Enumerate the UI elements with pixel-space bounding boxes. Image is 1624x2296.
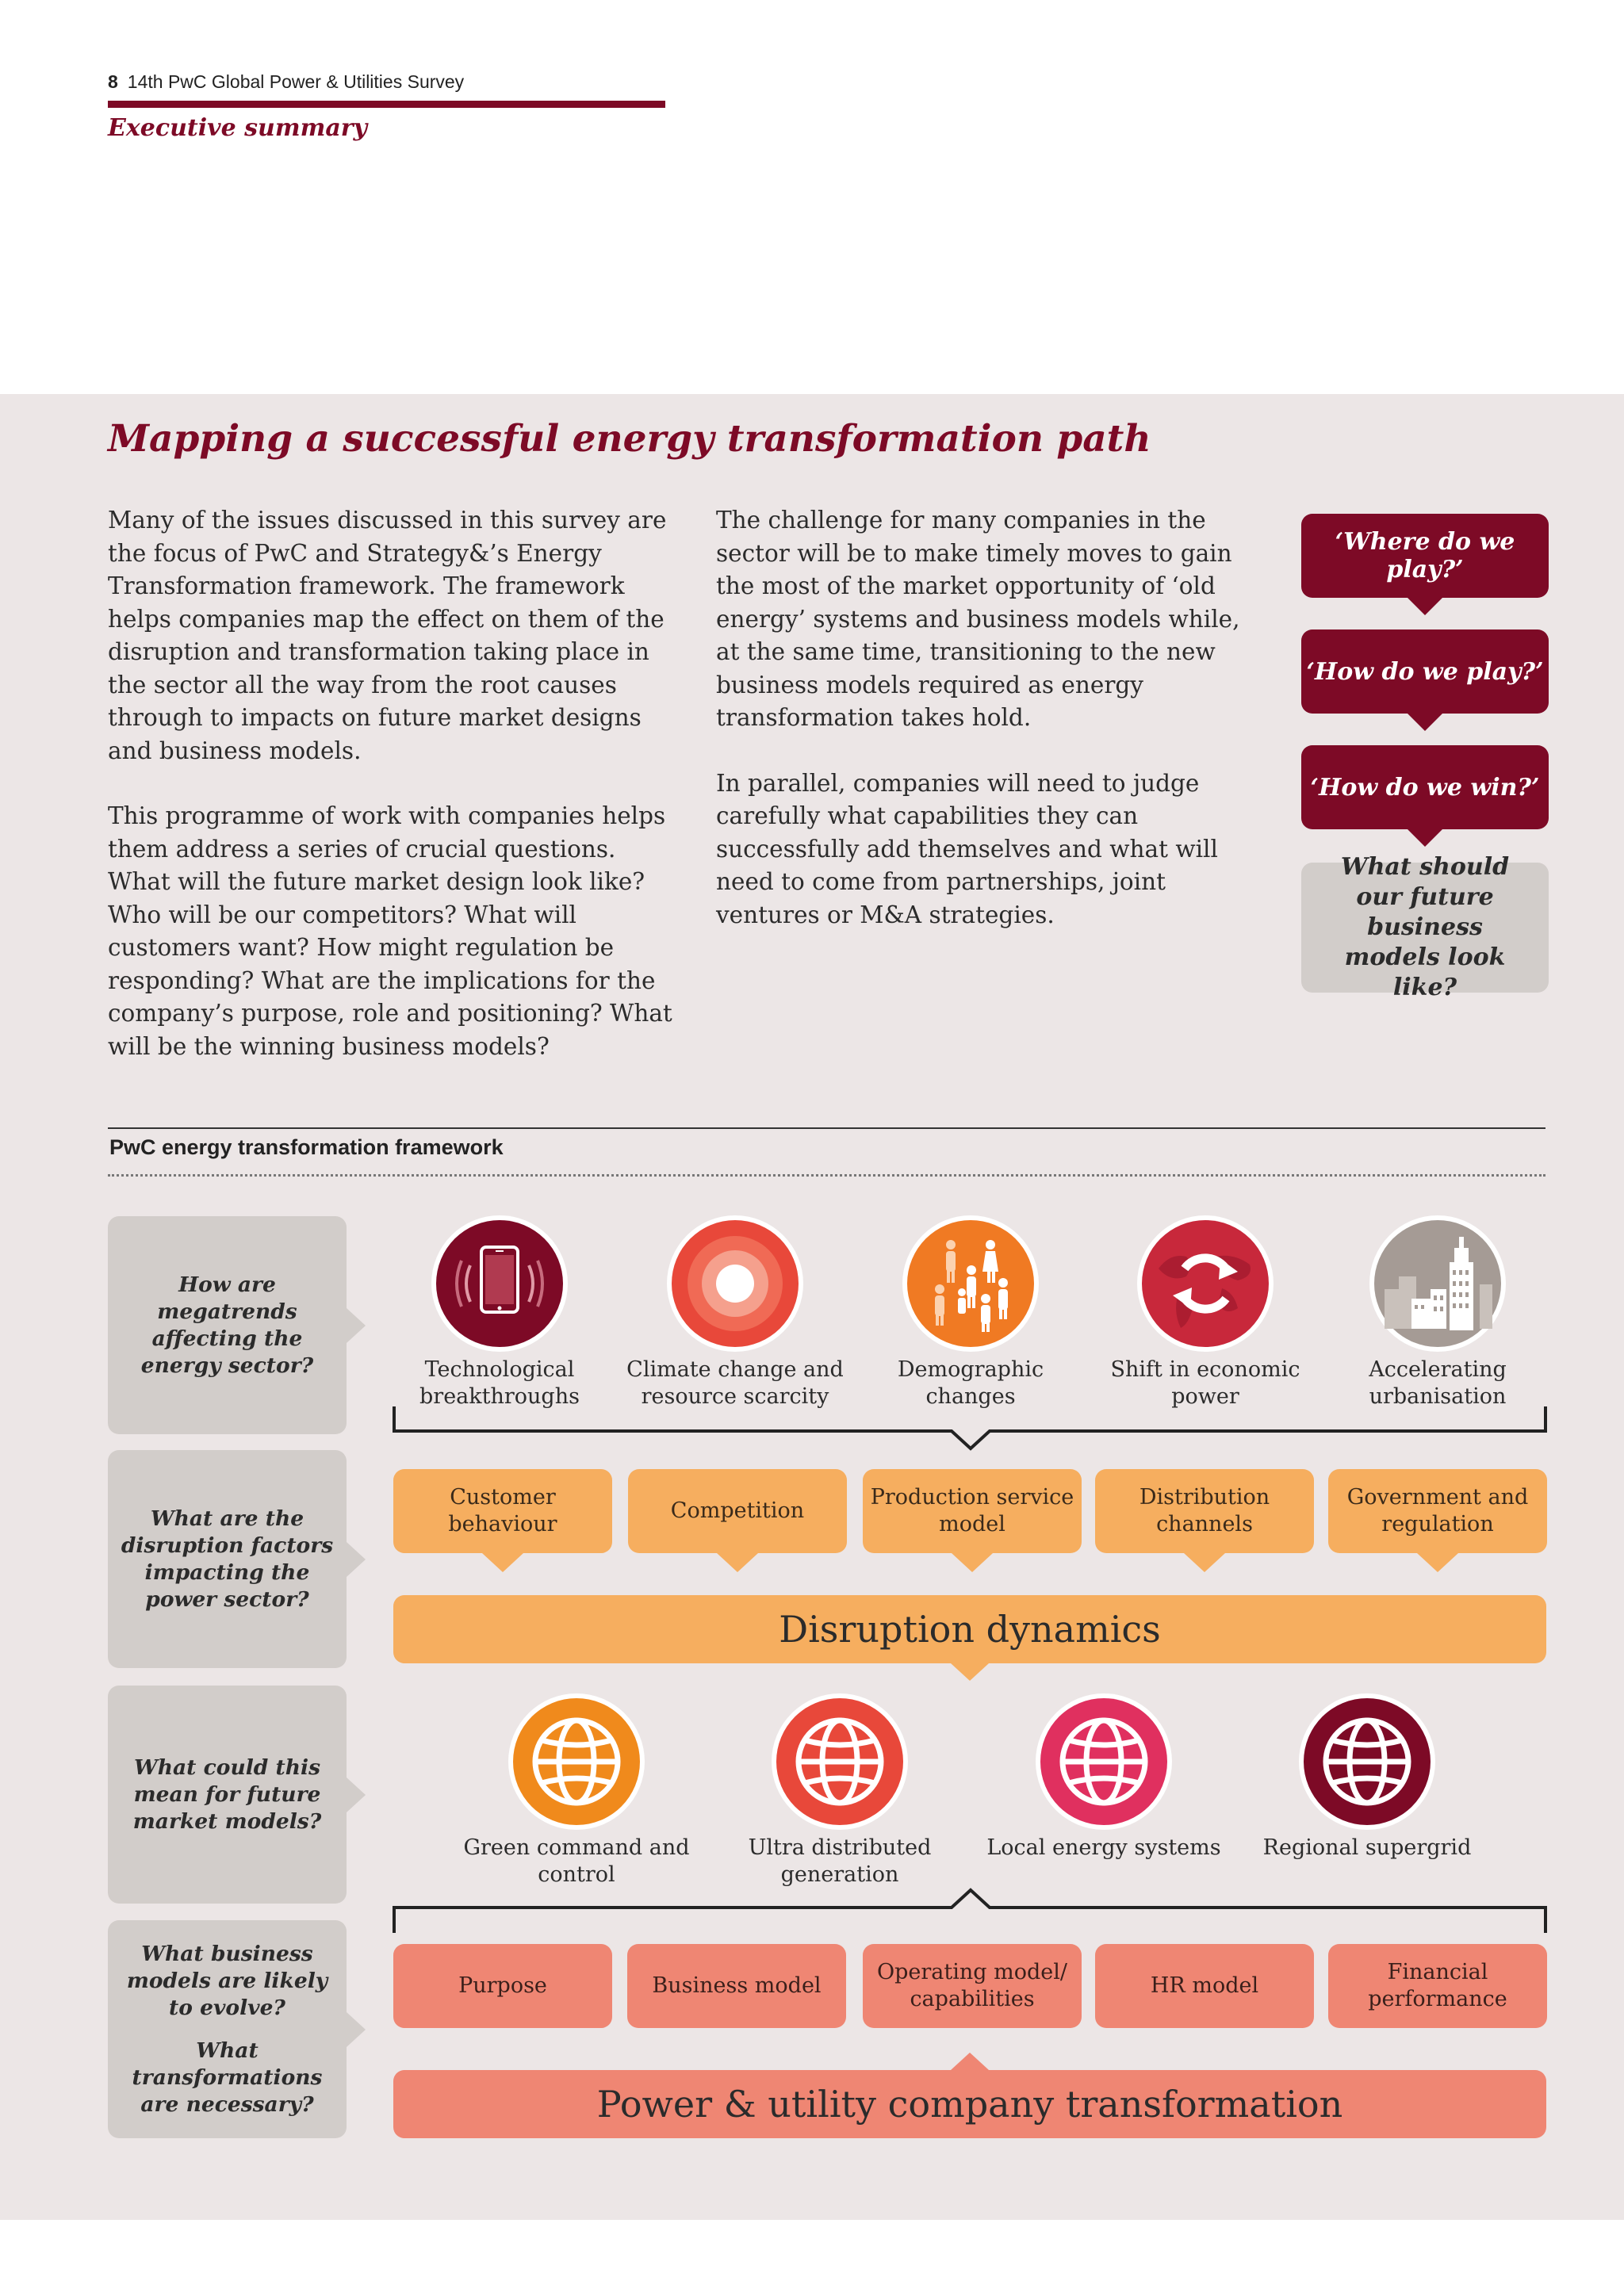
business-area-box: Business model <box>627 1944 846 2028</box>
globe-icon <box>506 1691 647 1832</box>
column-1 <box>108 504 679 1063</box>
paragraph: This programme of work with companies helps them address a series of crucial questions. What will the future market design look like? Who will be our competitors? What will customers want? How might regulation be responding? What are the implications for the company’s purpose, role and positioning? What will be the winning business models? <box>108 802 672 1060</box>
question-how-play: ‘How do we play?’ <box>1301 629 1549 714</box>
framework-dotted-rule <box>108 1174 1545 1177</box>
megatrend-label: Technological breakthroughs <box>419 1357 580 1409</box>
factor-box: Production service model <box>863 1469 1082 1553</box>
question-megatrends: How are megatrends affecting the energy sector? <box>108 1216 347 1434</box>
survey-title: 14th PwC Global Power & Utilities Survey <box>127 71 465 92</box>
business-area-box: Purpose <box>393 1944 612 2028</box>
article-title: Mapping a successful energy transformation path <box>108 417 1151 461</box>
framework-rule <box>108 1127 1545 1129</box>
city-icon <box>1367 1213 1508 1354</box>
market-model-label: Regional supergrid <box>1262 1835 1472 1860</box>
globe-arrows-icon <box>1135 1213 1276 1354</box>
question-future-models: What should our future business models look like? <box>1301 863 1549 993</box>
framework-title: PwC energy transformation framework <box>109 1135 504 1159</box>
question-market-models: What could this mean for future market models? <box>108 1686 347 1904</box>
paragraph: In parallel, companies will need to judge carefully what capabilities they can successfully add themselves and what will need to come from partnerships, joint ventures or M&A strategies. <box>716 769 1218 928</box>
column-2 <box>716 504 1257 932</box>
market-model-label: Ultra distributed generation <box>748 1835 932 1887</box>
header-rule <box>108 101 665 108</box>
market-model-label: Green command and control <box>463 1835 690 1887</box>
megatrend-bracket <box>389 1403 1551 1451</box>
page-number: 8 <box>108 71 118 92</box>
market-bracket <box>389 1887 1551 1936</box>
megatrend-label: Climate change and resource scarcity <box>626 1357 844 1409</box>
factor-box: Customer behaviour <box>393 1469 612 1553</box>
question-how-win: ‘How do we win?’ <box>1301 745 1549 829</box>
disruption-dynamics-bar: Disruption dynamics <box>393 1595 1546 1663</box>
question-disruption: What are the disruption factors impacting the power sector? <box>108 1450 347 1668</box>
tablet-icon <box>429 1213 570 1354</box>
factor-box: Distribution channels <box>1095 1469 1314 1553</box>
globe-icon <box>1297 1691 1438 1832</box>
factor-box: Competition <box>628 1469 847 1553</box>
question-where-play: ‘Where do we play?’ <box>1301 514 1549 598</box>
megatrend-label: Demographic changes <box>897 1357 1044 1409</box>
target-icon <box>665 1213 806 1354</box>
business-area-box: Operating model/ capabilities <box>863 1944 1082 2028</box>
people-icon <box>900 1213 1041 1354</box>
paragraph: The challenge for many companies in the sector will be to make timely moves to gain the most of the market opportunity of ‘old energy’ systems and business models while, at the same time, transitioning to the new business models required as energy transformation takes hold. <box>716 507 1240 731</box>
question-business-models: What business models are likely to evolve? What transformations are necessary? <box>108 1920 347 2138</box>
running-header <box>108 71 464 93</box>
business-area-box: Financial performance <box>1328 1944 1547 2028</box>
globe-icon <box>1033 1691 1174 1832</box>
section-title: Executive summary <box>108 114 367 142</box>
market-model-label: Local energy systems <box>986 1835 1221 1860</box>
paragraph: Many of the issues discussed in this survey are the focus of PwC and Strategy&’s Energy Transformation framework. The framework helps companies map the effect on them of the disruption and transformation taking place in the sector all the way from the root causes through to impacts on future market designs and business models. <box>108 507 667 764</box>
megatrend-label: Shift in economic power <box>1110 1357 1300 1409</box>
globe-icon <box>769 1691 910 1832</box>
business-area-box: HR model <box>1095 1944 1314 2028</box>
transformation-bar: Power & utility company transformation <box>393 2070 1546 2138</box>
factor-box: Government and regulation <box>1328 1469 1547 1553</box>
megatrend-label: Accelerating urbanisation <box>1369 1357 1507 1409</box>
